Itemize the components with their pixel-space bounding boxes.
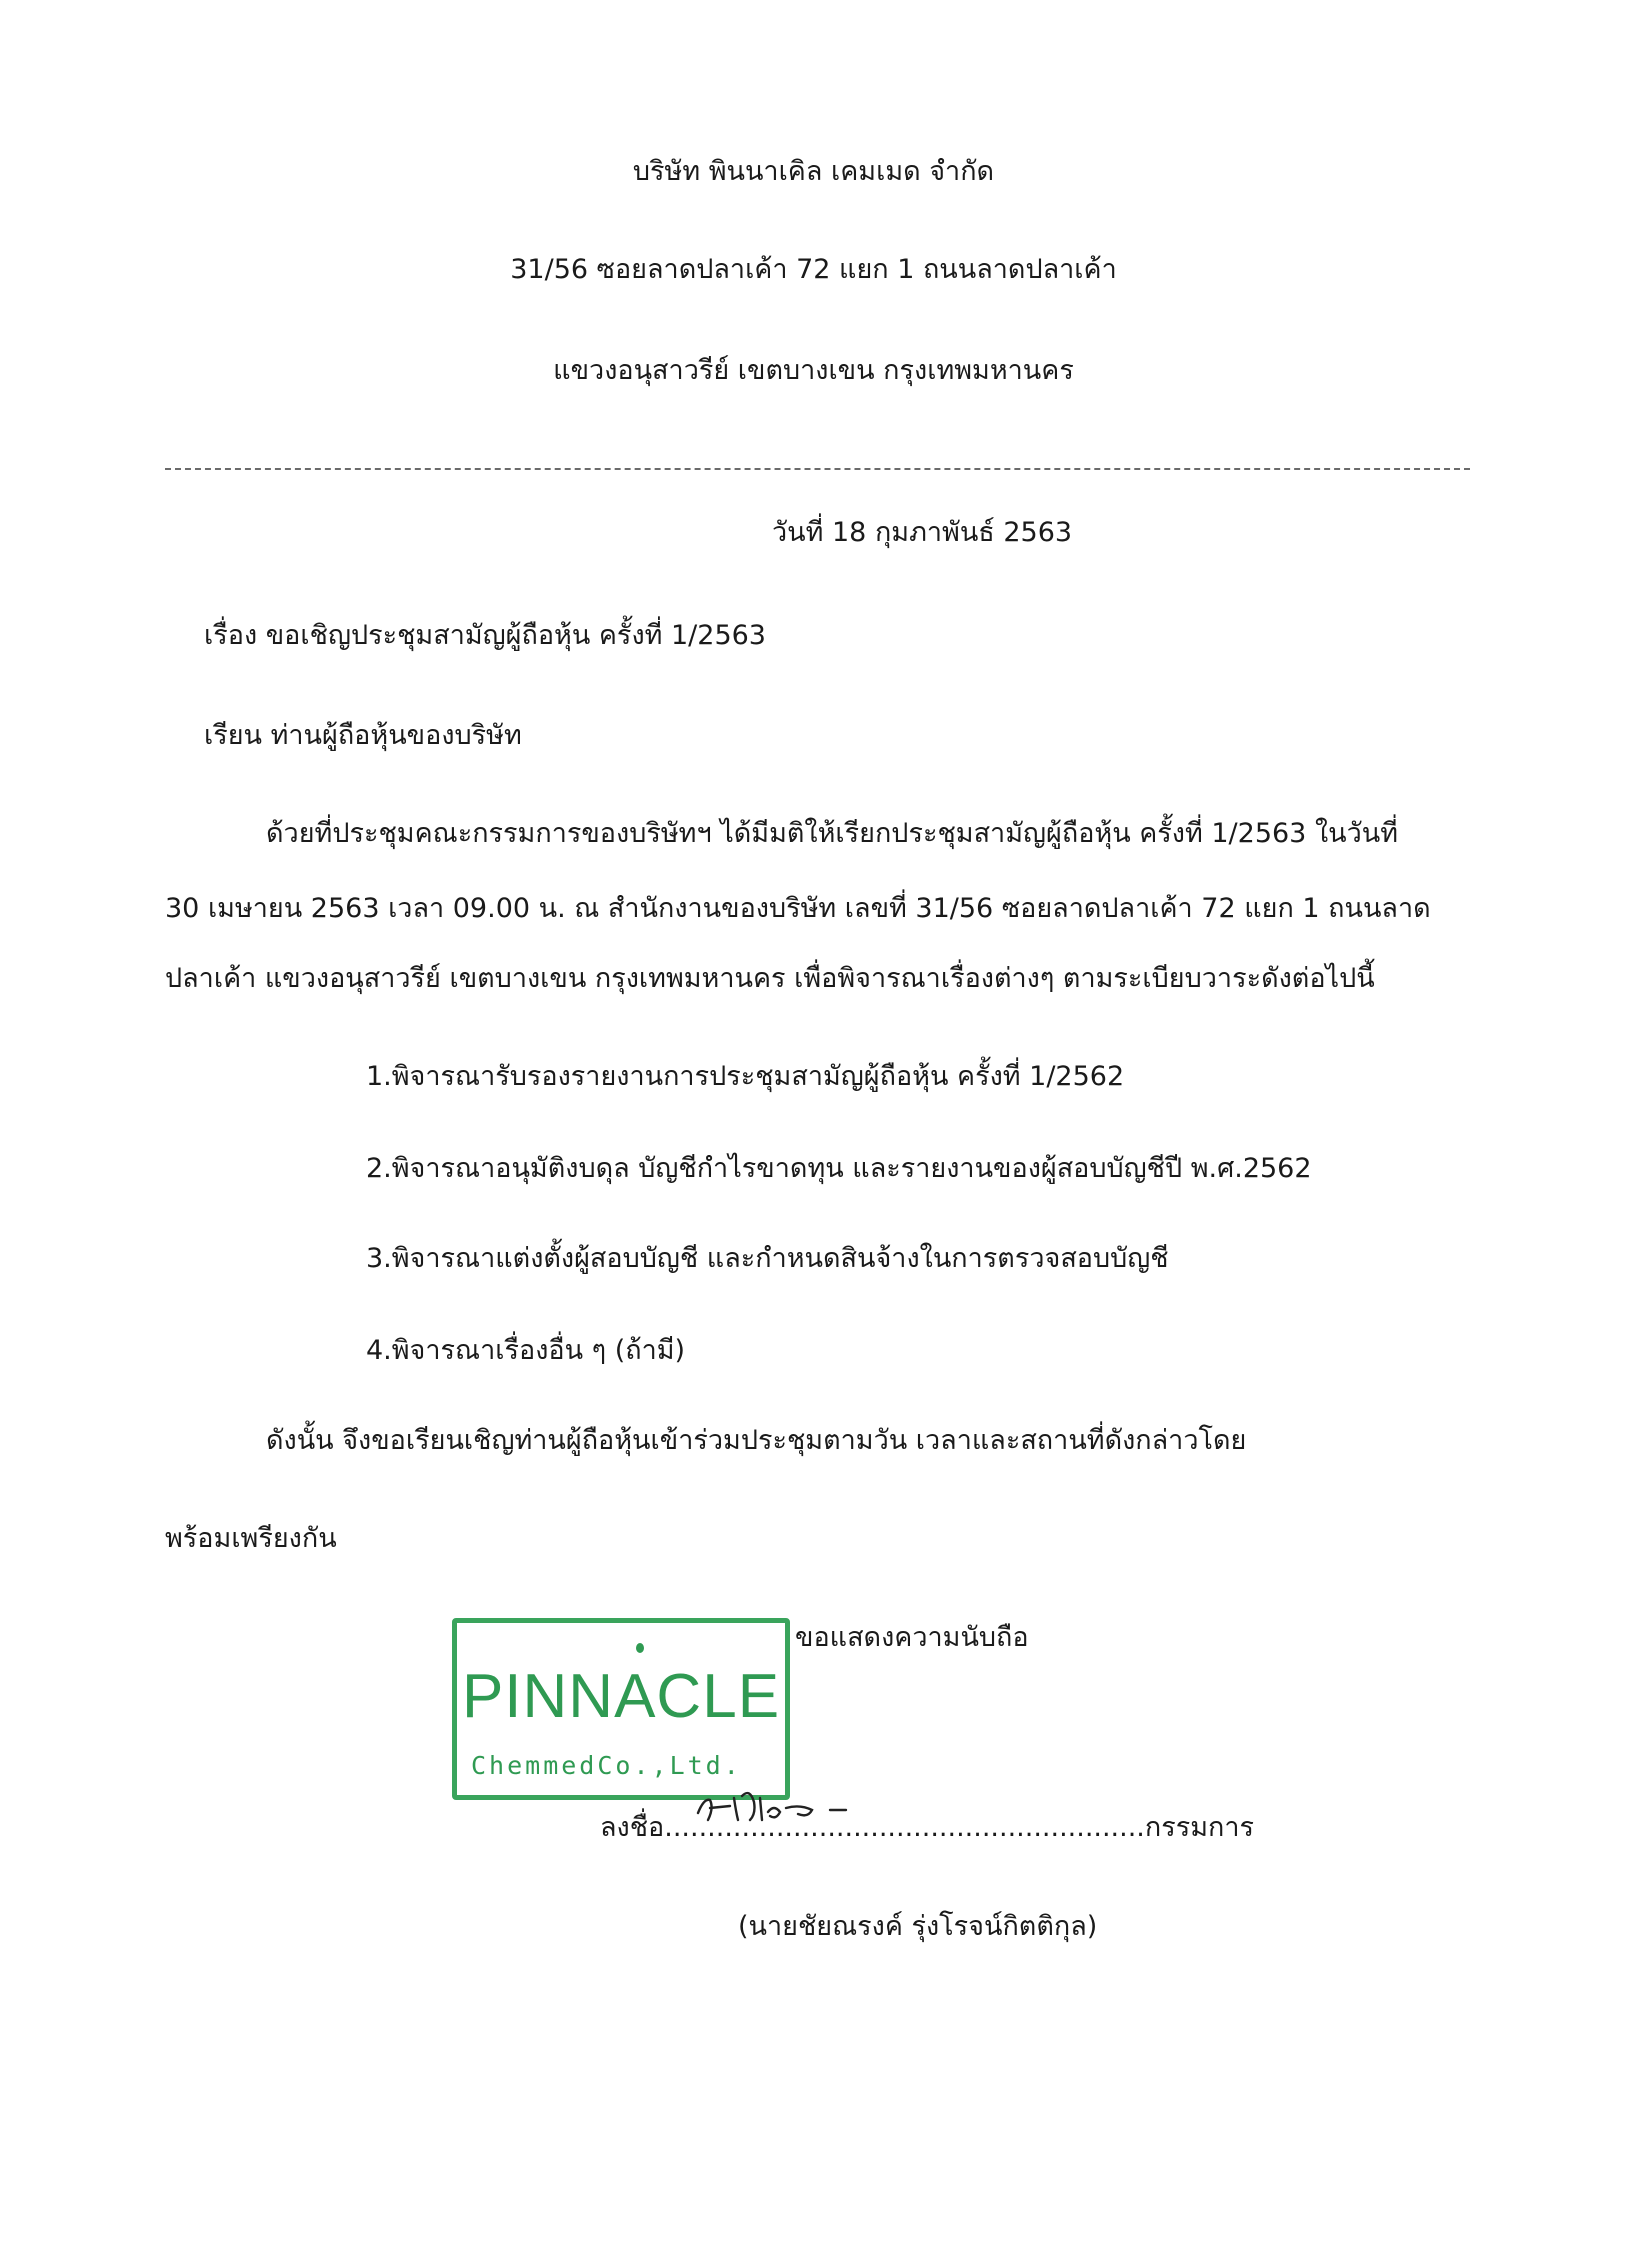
stamp-subtitle: ChemmedCo.,Ltd. (471, 1751, 742, 1780)
agenda-item-1: 1.พิจารณารับรองรายงานการประชุมสามัญผู้ถือหุ้น ครั้งที่ 1/2562 (366, 1061, 1125, 1092)
signature-line: ลงชื่อ........................................................กรรมการ (600, 1812, 1255, 1843)
company-address-line2: แขวงอนุสาวรีย์ เขตบางเขน กรุงเทพมหานคร (553, 355, 1074, 386)
company-address-line1: 31/56 ซอยลาดปลาเค้า 72 แยก 1 ถนนลาดปลาเค้า (510, 254, 1117, 285)
letter-recipient: เรียน ท่านผู้ถือหุ้นของบริษัท (204, 720, 522, 751)
letter-subject: เรื่อง ขอเชิญประชุมสามัญผู้ถือหุ้น ครั้งที่ 1/2563 (204, 620, 766, 651)
letter-date: วันที่ 18 กุมภาพันธ์ 2563 (772, 517, 1073, 548)
header-divider (165, 468, 1470, 470)
regards: ขอแสดงความนับถือ (795, 1622, 1029, 1653)
body-line-1: ด้วยที่ประชุมคณะกรรมการของบริษัทฯ ได้มีมติให้เรียกประชุมสามัญผู้ถือหุ้น ครั้งที่ 1/2563 ในวันที่ (266, 818, 1398, 849)
body-line-2: 30 เมษายน 2563 เวลา 09.00 น. ณ สำนักงานของบริษัท เลขที่ 31/56 ซอยลาดปลาเค้า 72 แยก 1 ถนนลาด (165, 893, 1431, 924)
body-line-3: ปลาเค้า แขวงอนุสาวรีย์ เขตบางเขน กรุงเทพมหานคร เพื่อพิจารณาเรื่องต่างๆ ตามระเบียบวาระดังต่อไปนี้ (165, 963, 1375, 994)
agenda-item-2: 2.พิจารณาอนุมัติงบดุล บัญชีกำไรขาดทุน และรายงานของผู้สอบบัญชีปี พ.ศ.2562 (366, 1153, 1312, 1184)
closing-line-2: พร้อมเพรียงกัน (165, 1523, 337, 1554)
stamp-logo: PINNACLE (461, 1662, 781, 1731)
agenda-item-4: 4.พิจารณาเรื่องอื่น ๆ (ถ้ามี) (366, 1335, 686, 1366)
stamp-drop-icon (636, 1643, 644, 1653)
closing-line-1: ดังนั้น จึงขอเรียนเชิญท่านผู้ถือหุ้นเข้าร่วมประชุมตามวัน เวลาและสถานที่ดังกล่าวโดย (266, 1425, 1247, 1456)
agenda-item-3: 3.พิจารณาแต่งตั้งผู้สอบบัญชี และกำหนดสินจ้างในการตรวจสอบบัญชี (366, 1243, 1169, 1274)
signer-name: (นายชัยณรงค์ รุ่งโรจน์กิตติกุล) (738, 1911, 1098, 1942)
company-name: บริษัท พินนาเคิล เคมเมด จำกัด (632, 156, 995, 187)
